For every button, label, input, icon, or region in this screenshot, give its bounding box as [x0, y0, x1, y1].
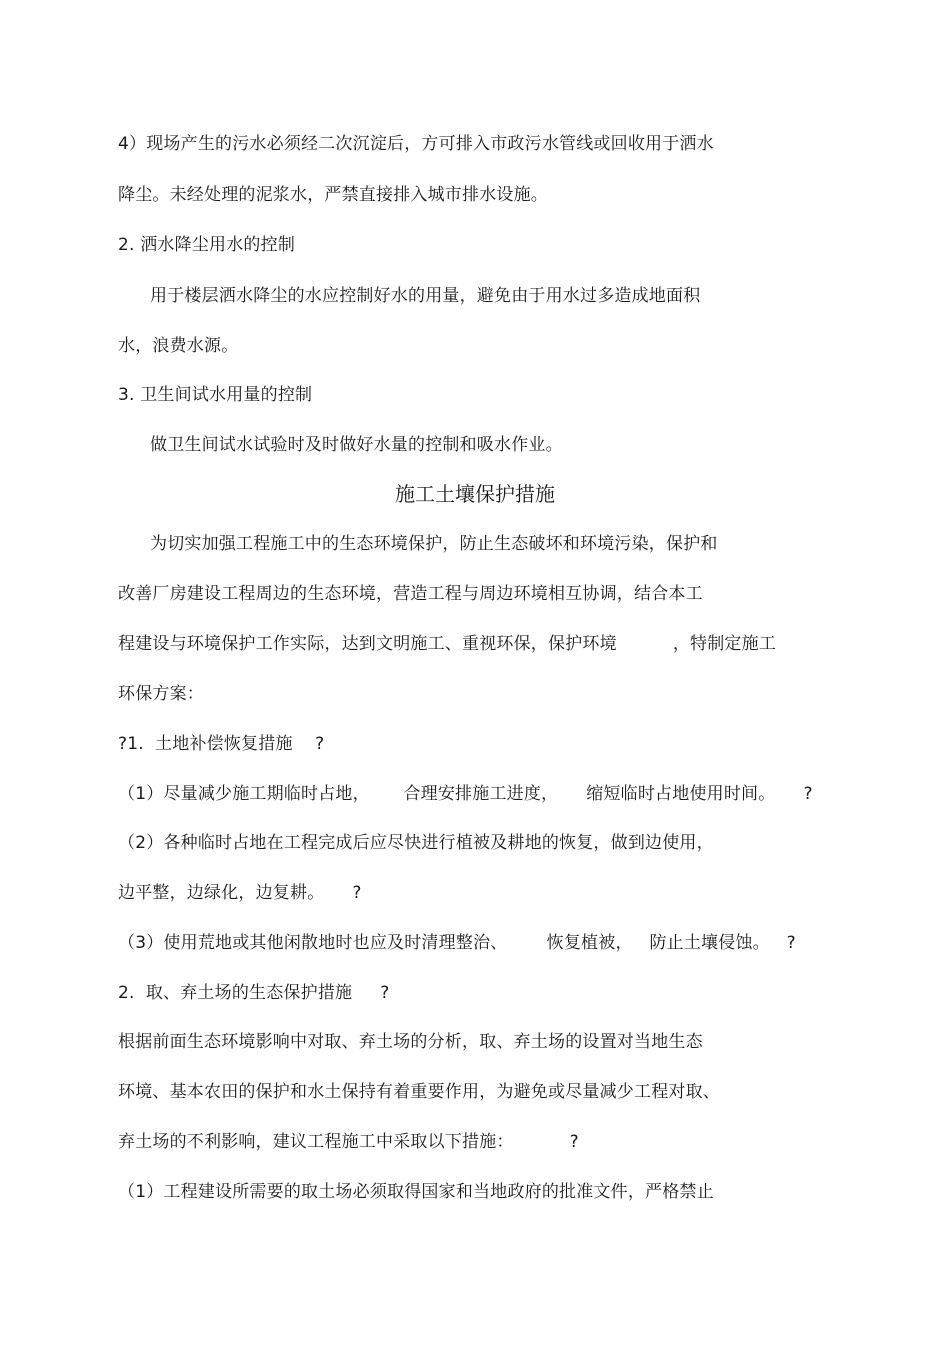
paragraph-line: 根据前面生态环境影响中对取、弃土场的分析，取、弃土场的设置对当地生态 [118, 1032, 703, 1052]
paragraph-line: 做卫生间试水试验时及时做好水量的控制和吸水作业。 [150, 435, 563, 455]
list-item: （1）工程建设所需要的取土场必须取得国家和当地政府的批准文件，严格禁止 [118, 1182, 714, 1202]
paragraph-line: 降尘。未经处理的泥浆水，严禁直接排入城市排水设施。 [118, 185, 548, 205]
list-item: （3）使用荒地或其他闲散地时也应及时清理整治、 恢复植被， 防止土壤侵蚀。 ? [118, 933, 796, 953]
paragraph-line: 环境、基本农田的保护和水土保持有着重要作用，为避免或尽量减少工程对取、 [118, 1082, 720, 1102]
paragraph-line: 边平整，边绿化，边复耕。 ? [118, 883, 362, 903]
paragraph-line: 改善厂房建设工程周边的生态环境，营造工程与周边环境相互协调，结合本工 [118, 584, 703, 604]
paragraph-line: 环保方案： [118, 684, 204, 704]
paragraph-line: 水，浪费水源。 [118, 336, 239, 356]
page-title: 施工土壤保护措施 [395, 482, 555, 506]
section-heading: ?1. 土地补偿恢复措施 ? [118, 734, 325, 754]
paragraph-line: 为切实加强工程施工中的生态环境保护，防止生态破坏和环境污染，保护和 [150, 534, 718, 554]
list-item: （1）尽量减少施工期临时占地， 合理安排施工进度， 缩短临时占地使用时间。 ? [118, 784, 813, 804]
paragraph-line: 用于楼层洒水降尘的水应控制好水的用量，避免由于用水过多造成地面积 [150, 286, 701, 306]
paragraph-line: 程建设与环境保护工作实际，达到文明施工、重视环保，保护环境 ，特制定施工 [118, 634, 777, 654]
section-heading: 3. 卫生间试水用量的控制 [118, 385, 313, 405]
section-heading: 2. 洒水降尘用水的控制 [118, 235, 296, 255]
paragraph-line: 弃土场的不利影响，建议工程施工中采取以下措施： ? [118, 1132, 579, 1152]
list-item: （2）各种临时占地在工程完成后应尽快进行植被及耕地的恢复，做到边使用， [118, 833, 714, 853]
paragraph-line: 4）现场产生的污水必须经二次沉淀后，方可排入市政污水管线或回收用于洒水 [118, 134, 714, 154]
section-heading: 2. 取、弃土场的生态保护措施 ? [118, 983, 390, 1003]
